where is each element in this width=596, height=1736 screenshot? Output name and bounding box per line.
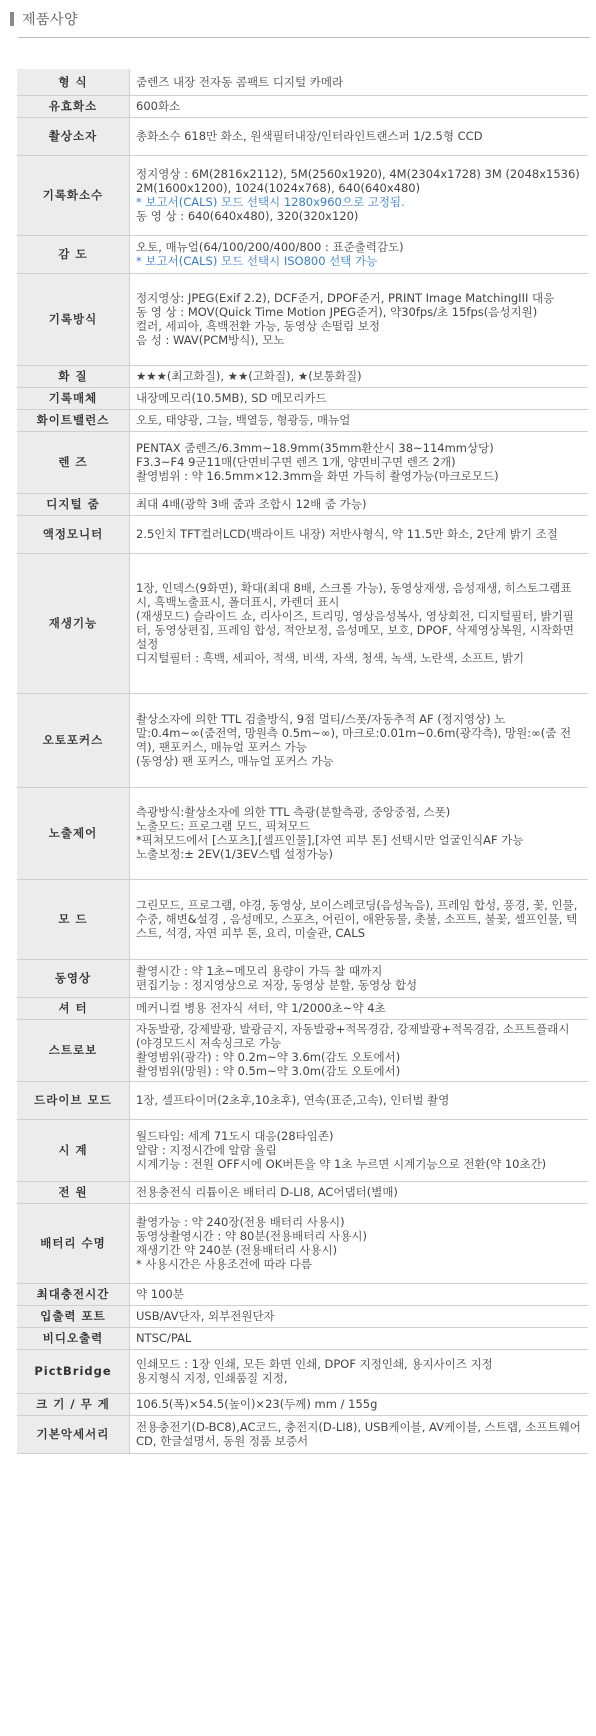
spec-value-line: 인쇄모드 : 1장 인쇄, 모든 화면 인쇄, DPOF 지정인쇄, 용지사이즈 지정 bbox=[136, 1357, 493, 1371]
section-header bbox=[0, 0, 596, 38]
spec-row bbox=[17, 553, 588, 693]
spec-value-line: 약 100분 bbox=[136, 1287, 184, 1301]
spec-label: 비디오출력 bbox=[17, 1327, 130, 1349]
spec-value-line: 정지영상: JPEG(Exif 2.2), DCF준거, DPOF준거, PRINT Image MatchingIII 대응 bbox=[136, 291, 555, 305]
spec-value bbox=[130, 155, 589, 235]
spec-value bbox=[130, 1327, 589, 1349]
spec-label: 크 기 / 무 게 bbox=[17, 1393, 130, 1415]
spec-label: 화 질 bbox=[17, 365, 130, 387]
spec-value-line: 정지영상 : 6M(2816x2112), 5M(2560x1920), 4M(2304x1728) 3M (2048x1536) 2M(1600x1200), 1024(1024x768), 640(640x480) bbox=[136, 167, 580, 195]
spec-label: 기록화소수 bbox=[17, 155, 130, 235]
spec-row bbox=[17, 235, 588, 273]
spec-label: 전 원 bbox=[17, 1181, 130, 1203]
spec-value bbox=[130, 431, 589, 493]
spec-value-line: 노출모드: 프로그램 모드, 픽쳐모드 bbox=[136, 819, 311, 833]
spec-row bbox=[17, 1415, 588, 1453]
spec-row bbox=[17, 409, 588, 431]
spec-value bbox=[130, 69, 589, 95]
spec-label: 액정모니터 bbox=[17, 515, 130, 553]
spec-row bbox=[17, 1283, 588, 1305]
spec-value-line: 메커니컬 병용 전자식 셔터, 약 1/2000초~약 4초 bbox=[136, 1001, 386, 1015]
spec-value-line: 촬영범위 : 약 16.5mm×12.3mm을 화면 가득히 촬영가능(마크로모드) bbox=[136, 469, 499, 483]
spec-value-line: NTSC/PAL bbox=[136, 1331, 192, 1345]
spec-row bbox=[17, 997, 588, 1019]
spec-row bbox=[17, 1327, 588, 1349]
spec-row bbox=[17, 1393, 588, 1415]
spec-value-line: 2.5인치 TFT컬러LCD(백라이트 내장) 저반사형식, 약 11.5만 화소, 2단계 밝기 조절 bbox=[136, 527, 558, 541]
spec-value-line: 컬러, 세피아, 흑백전환 가능, 동영상 손떨림 보정 bbox=[136, 319, 380, 333]
spec-value-line: 자동발광, 강제발광, 발광금지, 자동발광+적목경감, 강제발광+적목경감, 소프트플래시(야경모드시 저속싱크로 가능 bbox=[136, 1022, 570, 1050]
spec-value-line: 전용충전식 리튬이온 배터리 D-LI8, AC어댑터(별매) bbox=[136, 1185, 398, 1199]
spec-label: 노출제어 bbox=[17, 787, 130, 879]
spec-label: 오토포커스 bbox=[17, 693, 130, 787]
spec-row bbox=[17, 431, 588, 493]
spec-label: 배터리 수명 bbox=[17, 1203, 130, 1283]
spec-row bbox=[17, 387, 588, 409]
spec-label: 스트로보 bbox=[17, 1019, 130, 1081]
spec-row bbox=[17, 1349, 588, 1393]
spec-value bbox=[130, 1081, 589, 1119]
spec-value bbox=[130, 1283, 589, 1305]
spec-value-line: 재생기간 약 240분 (전용배터리 사용시) bbox=[136, 1243, 338, 1257]
spec-row bbox=[17, 493, 588, 515]
spec-note-line: * 보고서(CALS) 모드 선택시 1280x960으로 고정됨. bbox=[136, 195, 405, 209]
spec-row bbox=[17, 273, 588, 365]
spec-value bbox=[130, 693, 589, 787]
spec-row bbox=[17, 879, 588, 959]
spec-value bbox=[130, 1203, 589, 1283]
spec-row bbox=[17, 1081, 588, 1119]
spec-value bbox=[130, 95, 589, 117]
spec-value bbox=[130, 1181, 589, 1203]
spec-value-line: 전용충전기(D-BC8),AC코드, 충전지(D-LI8), USB케이블, AV케이블, 스트랩, 소프트웨어 CD, 한글설명서, 동원 정품 보증서 bbox=[136, 1420, 581, 1448]
spec-value bbox=[130, 1305, 589, 1327]
spec-value bbox=[130, 997, 589, 1019]
spec-value bbox=[130, 493, 589, 515]
spec-value bbox=[130, 1415, 589, 1453]
spec-value-line: 알람 : 지정시간에 알람 울림 bbox=[136, 1143, 277, 1157]
spec-value-line: 노출보정:± 2EV(1/3EV스텝 설정가능) bbox=[136, 847, 333, 861]
spec-table-body bbox=[17, 69, 588, 1453]
spec-value-line: 동영상촬영시간 : 약 80분(전용배터리 사용시) bbox=[136, 1229, 367, 1243]
spec-value bbox=[130, 387, 589, 409]
spec-label: 드라이브 모드 bbox=[17, 1081, 130, 1119]
spec-label: 기록매체 bbox=[17, 387, 130, 409]
spec-label: PictBridge bbox=[17, 1349, 130, 1393]
spec-label: 재생기능 bbox=[17, 553, 130, 693]
spec-label: 기본악세서리 bbox=[17, 1415, 130, 1453]
spec-row bbox=[17, 117, 588, 155]
spec-label: 입출력 포트 bbox=[17, 1305, 130, 1327]
spec-value-line: 오토, 매뉴얼(64/100/200/400/800 : 표준출력감도) bbox=[136, 240, 404, 254]
spec-row bbox=[17, 959, 588, 997]
spec-row bbox=[17, 515, 588, 553]
spec-value-line: PENTAX 줌렌즈/6.3mm~18.9mm(35mm환산시 38~114mm상당) bbox=[136, 441, 494, 455]
spec-value-line: 촬영가능 : 약 240장(전용 배터리 사용시) bbox=[136, 1215, 345, 1229]
spec-row bbox=[17, 365, 588, 387]
spec-label: 동영상 bbox=[17, 959, 130, 997]
spec-label: 촬상소자 bbox=[17, 117, 130, 155]
spec-value bbox=[130, 273, 589, 365]
spec-value-line: *픽쳐모드에서 [스포츠],[셀프인물],[자연 피부 톤] 선택시만 얼굴인식AF 가능 bbox=[136, 833, 524, 847]
spec-value-line: 용지형식 지정, 인쇄품질 지정, bbox=[136, 1371, 288, 1385]
spec-value-line: 촬영범위(광각) : 약 0.2m~약 3.6m(감도 오토에서) bbox=[136, 1050, 401, 1064]
spec-row bbox=[17, 155, 588, 235]
spec-value bbox=[130, 553, 589, 693]
spec-row bbox=[17, 1119, 588, 1181]
spec-row bbox=[17, 1305, 588, 1327]
spec-value-line: (동영상) 팬 포커스, 매뉴얼 포커스 가능 bbox=[136, 754, 334, 768]
spec-row bbox=[17, 787, 588, 879]
spec-value-line: 그린모드, 프로그램, 야경, 동영상, 보이스레코딩(음성녹음), 프레임 합성, 풍경, 꽃, 인물, 수중, 해변&설경 , 음성메모, 스포츠, 어린이, 애완동물, 촛불, 소프트, 불꽃, 셀프인물, 텍스트, 석경, 자연 피부 톤, 요리, 미술관, CALS bbox=[136, 898, 578, 940]
spec-value-line: USB/AV단자, 외부전원단자 bbox=[136, 1309, 275, 1323]
spec-value bbox=[130, 1393, 589, 1415]
spec-value-line: 오토, 태양광, 그늘, 백열등, 형광등, 매뉴얼 bbox=[136, 413, 351, 427]
spec-value-line: 총화소수 618만 화소, 원색필터내장/인터라인트랜스퍼 1/2.5형 CCD bbox=[136, 129, 483, 143]
spec-label: 최대충전시간 bbox=[17, 1283, 130, 1305]
section-title: 제품사양 bbox=[22, 12, 79, 28]
spec-label: 시 계 bbox=[17, 1119, 130, 1181]
spec-label: 디지털 줌 bbox=[17, 493, 130, 515]
spec-value-line: 촬상소자에 의한 TTL 검출방식, 9점 멀티/스폿/자동추적 AF (정지영상) 노말:0.4m~∞(줌전역, 망원측 0.5m~∞), 마크로:0.01m~0.6m(광각측), 망원:∞(줌 전역), 팬포커스, 매뉴얼 포커스 가능 bbox=[136, 712, 572, 754]
spec-value-line: (재생모드) 슬라이드 쇼, 리사이즈, 트리밍, 영상음성복사, 영상회전, 디지털필터, 밝기필터, 동영상편집, 프레임 합성, 적안보정, 음성메모, 보호, DPOF, 삭제영상복원, 시작화면 설정 bbox=[136, 609, 574, 651]
spec-value-line: 1장, 인덱스(9화면), 확대(최대 8배, 스크롤 가능), 동영상재생, 음성재생, 히스토그램표시, 흑백노출표시, 폴더표시, 카렌더 표시 bbox=[136, 581, 572, 609]
spec-value bbox=[130, 117, 589, 155]
spec-value bbox=[130, 959, 589, 997]
spec-value-line: 월드타임: 세계 71도시 대응(28타임존) bbox=[136, 1129, 334, 1143]
spec-value-line: 106.5(폭)×54.5(높이)×23(두께) mm / 155g bbox=[136, 1397, 378, 1411]
spec-value bbox=[130, 1119, 589, 1181]
spec-label: 셔 터 bbox=[17, 997, 130, 1019]
spec-note-line: * 보고서(CALS) 모드 선택시 ISO800 선택 가능 bbox=[136, 254, 378, 268]
spec-label: 유효화소 bbox=[17, 95, 130, 117]
spec-value-line: 줌렌즈 내장 전자동 콤팩트 디지털 카메라 bbox=[136, 74, 344, 89]
spec-value-line: F3.3~F4 9군11매(단면비구면 렌즈 1개, 양면비구면 렌즈 2개) bbox=[136, 455, 456, 469]
spec-value-line: 측광방식:촬상소자에 의한 TTL 측광(분할측광, 중앙중점, 스폿) bbox=[136, 805, 451, 819]
header-bar-icon bbox=[10, 12, 14, 26]
spec-value-line: 촬영시간 : 약 1초~메모리 용량이 가득 찰 때까지 bbox=[136, 964, 383, 978]
spec-value bbox=[130, 1019, 589, 1081]
spec-label: 모 드 bbox=[17, 879, 130, 959]
spec-value-line: 최대 4배(광학 3배 줌과 조합시 12배 줌 가능) bbox=[136, 497, 367, 511]
spec-label: 형 식 bbox=[17, 69, 130, 95]
spec-row bbox=[17, 1181, 588, 1203]
spec-value bbox=[130, 235, 589, 273]
spec-value-line: 음 성 : WAV(PCM방식), 모노 bbox=[136, 333, 285, 347]
spec-value bbox=[130, 1349, 589, 1393]
spec-value-line: 동 영 상 : 640(640x480), 320(320x120) bbox=[136, 209, 359, 223]
spec-value-line: 내장메모리(10.5MB), SD 메모리카드 bbox=[136, 391, 327, 405]
spec-label: 화이트밸런스 bbox=[17, 409, 130, 431]
spec-value-line: 1장, 셀프타이머(2초후,10초후), 연속(표준,고속), 인터벌 촬영 bbox=[136, 1093, 450, 1107]
spec-row bbox=[17, 69, 588, 95]
spec-value-line: 600화소 bbox=[136, 99, 181, 113]
spec-value-line: 편집기능 : 정지영상으로 저장, 동영상 분할, 동영상 합성 bbox=[136, 978, 418, 992]
spec-row bbox=[17, 693, 588, 787]
spec-value-line: 촬영범위(망원) : 약 0.5m~약 3.0m(감도 오토에서) bbox=[136, 1064, 401, 1078]
spec-value bbox=[130, 515, 589, 553]
spec-value-line: 디지털필터 : 흑백, 세피아, 적색, 비색, 자색, 청색, 녹색, 노란색, 소프트, 밝기 bbox=[136, 651, 525, 665]
spec-value bbox=[130, 787, 589, 879]
spec-value-line: 동 영 상 : MOV(Quick Time Motion JPEG준거), 약30fps/초 15fps(음성지원) bbox=[136, 305, 538, 319]
spec-label: 기록방식 bbox=[17, 273, 130, 365]
spec-row bbox=[17, 1019, 588, 1081]
header-divider bbox=[18, 37, 590, 38]
spec-row bbox=[17, 1203, 588, 1283]
spec-value bbox=[130, 409, 589, 431]
spec-label: 감 도 bbox=[17, 235, 130, 273]
spec-value bbox=[130, 879, 589, 959]
spec-value-line: * 사용시간은 사용조건에 따라 다름 bbox=[136, 1257, 312, 1271]
spec-row bbox=[17, 95, 588, 117]
spec-label: 렌 즈 bbox=[17, 431, 130, 493]
spec-value-line: ★★★(최고화질), ★★(고화질), ★(보통화질) bbox=[136, 369, 362, 383]
spec-value bbox=[130, 365, 589, 387]
spec-value-line: 시계기능 : 전원 OFF시에 OK버튼을 약 1초 누르면 시계기능으로 전환(약 10초간) bbox=[136, 1157, 547, 1171]
spec-table bbox=[17, 69, 588, 1454]
